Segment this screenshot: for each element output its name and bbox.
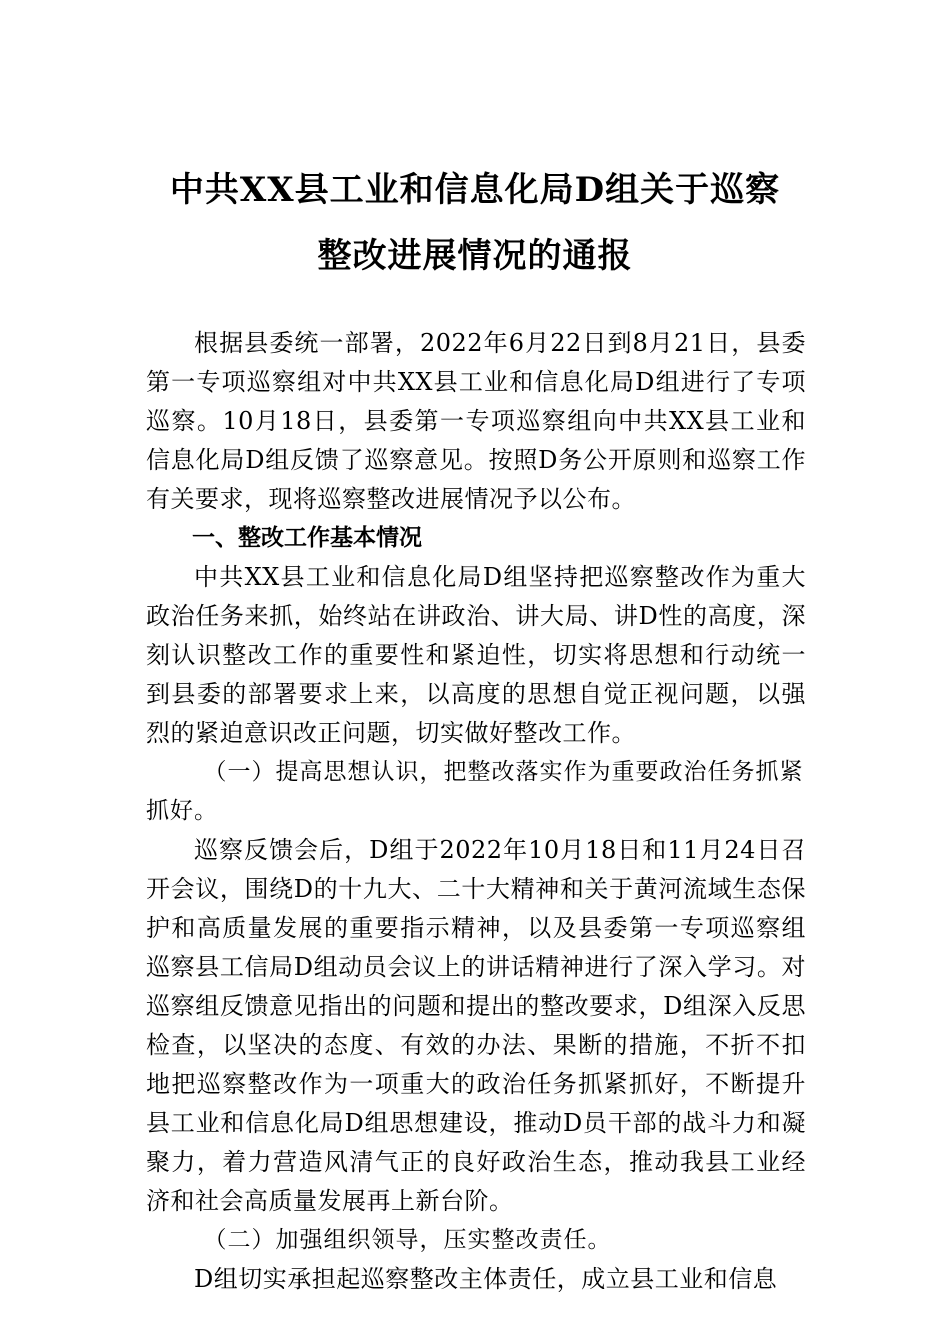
document-body xyxy=(146,324,806,1299)
section-heading: 一、整改工作基本情况 xyxy=(192,525,422,551)
subheading-2: （二）加强组织领导，压实整改责任。 xyxy=(203,1227,612,1253)
intro-paragraph: 根据县委统一部署，2022年6月22日到8月21日，县委第一专项巡察组对中共XX县工业和信息化局D组进行了专项巡察。10月18日，县委第一专项巡察组向中共XX县工业和信息化局D组反馈了巡察意见。按照D务公开原则和巡察工作有关要求，现将巡察整改进展情况予以公布。 xyxy=(146,329,806,513)
document-title-line-1: 中共XX县工业和信息化局D组关于巡察 xyxy=(169,170,781,210)
overview-paragraph: 中共XX县工业和信息化局D组坚持把巡察整改作为重大政治任务来抓，始终站在讲政治、讲大局、讲D性的高度，深刻认识整改工作的重要性和紧迫性，切实将思想和行动统一到县委的部署要求上来，以高度的思想自觉正视问题，以强烈的紧迫意识改正问题，切实做好整改工作。 xyxy=(146,563,806,747)
document-title-line-2: 整改进展情况的通报 xyxy=(317,236,633,276)
study-paragraph: 巡察反馈会后，D组于2022年10月18日和11月24日召开会议，围绕D的十九大、二十大精神和关于黄河流域生态保护和高质量发展的重要指示精神，以及县委第一专项巡察组巡察县工信局D组动员会议上的讲话精神进行了深入学习。对巡察组反馈意见指出的问题和提出的整改要求，D组深入反思检查，以坚决的态度、有效的办法、果断的措施，不折不扣地把巡察整改作为一项重大的政治任务抓紧抓好，不断提升县工业和信息化局D组思想建设，推动D员干部的战斗力和凝聚力，着力营造风清气正的良好政治生态，推动我县工业经济和社会高质量发展再上新台阶。 xyxy=(146,836,806,1215)
responsibility-paragraph: D组切实承担起巡察整改主体责任，成立县工业和信息 xyxy=(194,1265,778,1293)
subheading-1: （一）提高思想认识，把整改落实作为重要政治任务抓紧抓好。 xyxy=(146,759,804,824)
